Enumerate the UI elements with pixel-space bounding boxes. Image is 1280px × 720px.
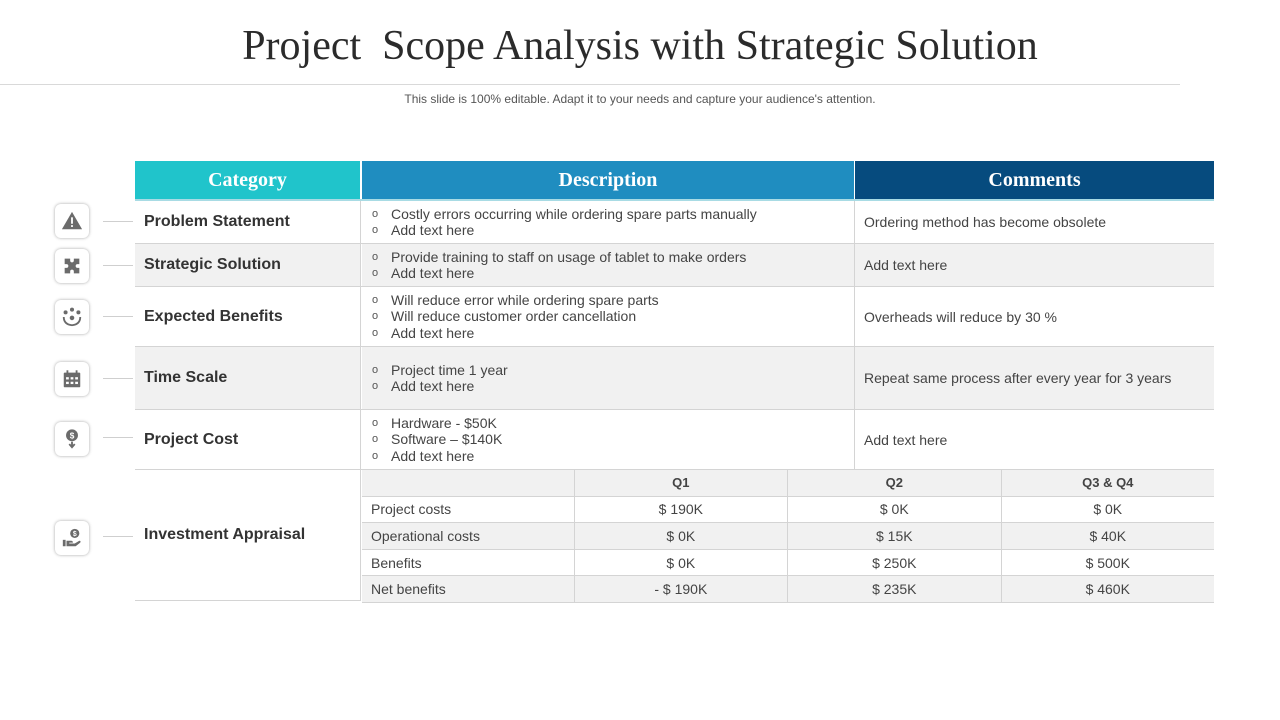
investment-row: [362, 496, 1214, 523]
table-cell: - $ 190K: [574, 576, 787, 603]
header-description: Description: [362, 161, 854, 199]
table-cell: $ 0K: [574, 549, 787, 576]
table-cell: $ 0K: [788, 496, 1001, 523]
bullet-marker: o: [372, 250, 379, 263]
table-cell: $ 250K: [788, 549, 1001, 576]
bullet-marker: o: [372, 293, 379, 306]
bullet-item: [372, 265, 854, 282]
bullet-item: [372, 292, 854, 309]
bullet-marker: o: [372, 207, 379, 220]
title-divider: [0, 84, 1180, 85]
row-category: Time Scale: [135, 347, 361, 409]
bullet-item: [372, 431, 854, 448]
table-cell: $ 0K: [1001, 496, 1214, 523]
table-cell: $ 15K: [788, 523, 1001, 550]
bullet-marker: o: [372, 380, 379, 392]
bullet-text: Software – $140K: [391, 431, 503, 448]
table-cell: $ 190K: [574, 496, 787, 523]
row-comment: Ordering method has become obsolete: [864, 214, 1107, 230]
row-comment: Add text here: [855, 244, 1214, 286]
table-row: [135, 244, 1214, 287]
column-header: Q2: [788, 470, 1001, 496]
bullet-item: [372, 415, 854, 432]
row-label: Project costs: [362, 496, 574, 523]
row-description: [362, 244, 855, 286]
row-category: Problem Statement: [135, 201, 361, 243]
bullet-text: Will reduce error while ordering spare parts: [391, 291, 659, 308]
row-category: Investment Appraisal: [135, 470, 361, 601]
row-comment: Overheads will reduce by 30 %: [864, 308, 1057, 325]
row-description: [362, 287, 855, 346]
dollar-down-icon: [55, 422, 89, 456]
bullet-text: Add text here: [391, 378, 475, 394]
row-comment: Add text here: [864, 431, 948, 448]
row-label: Operational costs: [362, 523, 574, 550]
column-header: Q1: [574, 470, 787, 496]
bullet-marker: o: [372, 326, 379, 339]
connector-line: [103, 265, 133, 266]
bullet-item: [372, 378, 854, 395]
row-category: Project Cost: [135, 410, 361, 469]
row-label: Net benefits: [362, 576, 574, 603]
connector-line: [103, 316, 133, 317]
connector-line: [103, 221, 133, 222]
header-category: Category: [135, 161, 360, 199]
row-description: [362, 347, 855, 409]
bullet-text: Provide training to staff on usage of tablet to make orders: [391, 248, 747, 265]
table-cell: $ 500K: [1001, 549, 1214, 576]
bullet-item: [372, 448, 854, 465]
table-row: [135, 347, 1214, 410]
bullet-text: Hardware - $50K: [391, 414, 497, 431]
table-row: [135, 201, 1214, 244]
table-cell: $ 0K: [574, 523, 787, 550]
row-label: Benefits: [362, 549, 574, 576]
bullet-marker: o: [372, 363, 379, 376]
slide-title: Project Scope Analysis with Strategic Solution: [242, 23, 1038, 69]
table-row: [135, 287, 1214, 347]
bullet-item: [372, 249, 854, 266]
bullet-item: [372, 222, 854, 239]
row-category: Strategic Solution: [135, 244, 361, 286]
svg-text:$: $: [69, 431, 75, 441]
bullet-marker: o: [372, 224, 379, 236]
row-category: Expected Benefits: [135, 287, 361, 346]
bullet-marker: o: [372, 416, 379, 429]
bullet-marker: o: [372, 310, 379, 323]
table-cell: $ 40K: [1001, 523, 1214, 550]
puzzle-icon: [55, 249, 89, 283]
calendar-icon: [55, 362, 89, 396]
bullet-text: Add text here: [391, 447, 475, 464]
table-cell: $ 460K: [1001, 576, 1214, 603]
bullet-marker: o: [372, 267, 379, 279]
bullet-item: [372, 308, 854, 325]
bullet-text: Add text here: [391, 222, 475, 238]
bullet-text: Project time 1 year: [391, 361, 508, 378]
row-description: [362, 410, 855, 469]
bullet-text: Will reduce customer order cancellation: [391, 308, 637, 325]
bullet-marker: o: [372, 433, 379, 446]
svg-text:$: $: [72, 530, 77, 538]
investment-row: [362, 523, 1214, 550]
investment-header-row: [362, 470, 1214, 496]
row-comment: Repeat same process after every year for 3 years: [855, 347, 1214, 409]
connector-line: [103, 378, 133, 379]
investment-row: [362, 576, 1214, 603]
table-row: [135, 410, 1214, 470]
investment-table: [362, 470, 1214, 603]
header-comments: Comments: [855, 161, 1214, 199]
team-benefits-icon: [55, 300, 89, 334]
connector-line: [103, 437, 133, 438]
bullet-text: Add text here: [391, 324, 475, 341]
bullet-item: [372, 325, 854, 342]
bullet-item: [372, 206, 854, 223]
connector-line: [103, 536, 133, 537]
investment-row: [362, 549, 1214, 576]
bullet-marker: o: [372, 449, 379, 462]
hand-dollar-icon: [55, 521, 89, 555]
bullet-text: Costly errors occurring while ordering spare parts manually: [391, 205, 757, 222]
bullet-text: Add text here: [391, 265, 475, 281]
column-header: [362, 470, 574, 496]
slide-subtitle: This slide is 100% editable. Adapt it to your needs and capture your audience's attention.: [404, 92, 876, 106]
warning-icon: [55, 204, 89, 238]
column-header: Q3 & Q4: [1001, 470, 1214, 496]
row-description: [362, 201, 855, 243]
bullet-item: [372, 362, 854, 379]
table-cell: $ 235K: [788, 576, 1001, 603]
